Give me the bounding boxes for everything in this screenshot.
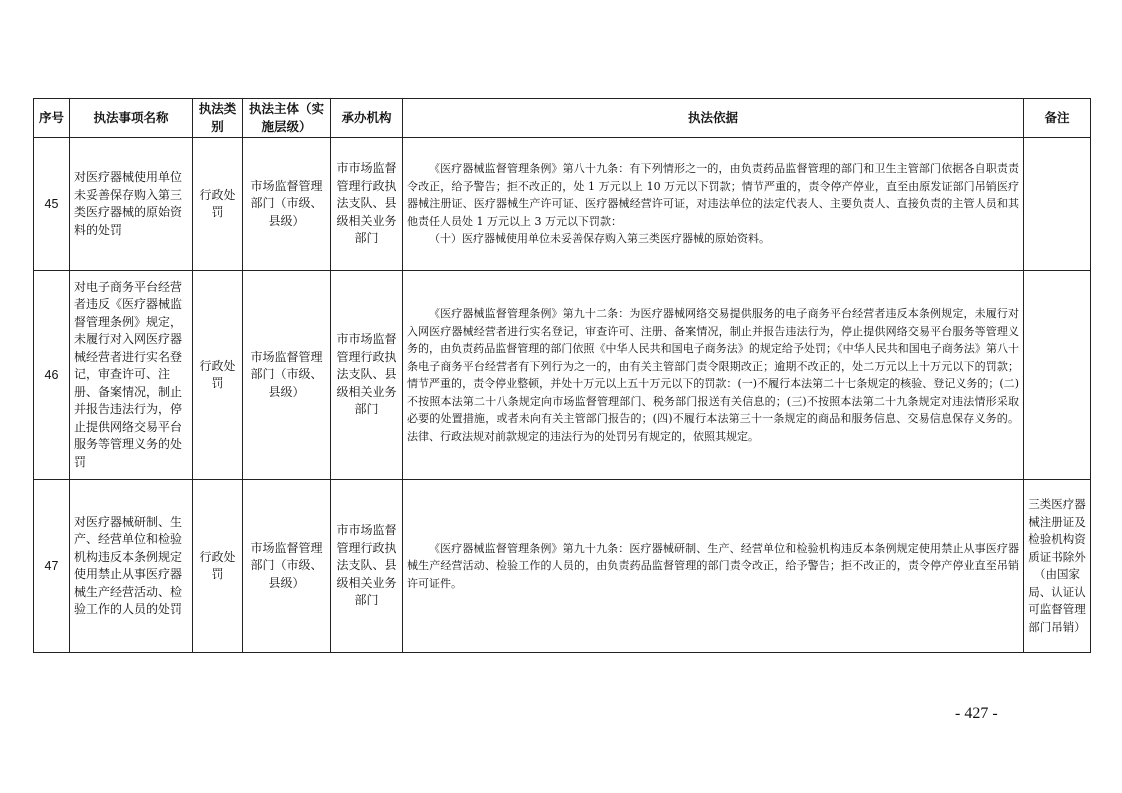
basis-paragraph: 《医疗器械监督管理条例》第八十九条：有下列情形之一的，由负责药品监督管理的部门和卫生主管部门依据各自职责责令改正，给予警告；拒不改正的，处 1 万元以上 10 万元以下罚款；情节严重的，责令停产停业，直至由原发证部门吊销医疗器械注册证、医疗器械生产许可证、医疗器械经营许可证，对违法单位的法定代表人、主要负责人、直接负责的主管人员和其他责任人员处 1 万元以上 3 万元以下罚款： — [407, 162, 1019, 228]
header-subject: 执法主体（实施层级） — [243, 99, 331, 138]
header-name: 执法事项名称 — [70, 99, 193, 138]
item-subject: 市场监督管理部门（市级、县级） — [243, 271, 331, 480]
item-org: 市市场监督管理行政执法支队、县级相关业务部门 — [331, 480, 403, 653]
header-basis: 执法依据 — [403, 99, 1024, 138]
row-number: 47 — [34, 480, 70, 653]
page-number: - 427 - — [955, 705, 998, 722]
header-note: 备注 — [1024, 99, 1091, 138]
item-name: 对电子商务平台经营者违反《医疗器械监督管理条例》规定，未履行对入网医疗器械经营者进行实名登记，审查许可、注册、备案情况，制止并报告违法行为，停止提供网络交易平台服务等管理义务的处罚 — [70, 271, 193, 480]
enforcement-table — [33, 98, 1091, 653]
item-category: 行政处罚 — [193, 271, 243, 480]
item-basis — [403, 271, 1024, 480]
header-org: 承办机构 — [331, 99, 403, 138]
item-basis — [403, 138, 1024, 271]
basis-paragraph: （十）医疗器械使用单位未妥善保存购入第三类医疗器械的原始资料。 — [429, 232, 770, 246]
table-row — [34, 271, 1091, 480]
item-note — [1024, 138, 1091, 271]
item-note — [1024, 271, 1091, 480]
item-name: 对医疗器械研制、生产、经营单位和检验机构违反本条例规定使用禁止从事医疗器械生产经营活动、检验工作的人员的处罚 — [70, 480, 193, 653]
header-no: 序号 — [34, 99, 70, 138]
basis-paragraph: 《医疗器械监督管理条例》第九十九条：医疗器械研制、生产、经营单位和检验机构违反本条例规定使用禁止从事医疗器械生产经营活动、检验工作的人员的，由负责药品监督管理的部门责令改正，给予警告；拒不改正的，责令停产停业直至吊销许可证件。 — [407, 541, 1019, 590]
item-subject: 市场监督管理部门（市级、县级） — [243, 480, 331, 653]
item-basis — [403, 480, 1024, 653]
row-number: 45 — [34, 138, 70, 271]
basis-paragraph: 《医疗器械监督管理条例》第九十二条：为医疗器械网络交易提供服务的电子商务平台经营者违反本条例规定，未履行对入网医疗器械经营者进行实名登记，审查许可、注册、备案情况，制止并报告违法行为，停止提供网络交易平台服务等管理义务的，由负责药品监督管理的部门依照《中华人民共和国电子商务法》的规定给予处罚；《中华人民共和国电子商务法》第八十条电子商务平台经营者有下列行为之一的，由有关主管部门责令限期改正；逾期不改正的，处二万元以上十万元以下的罚款；情节严重的，责令停业整顿，并处十万元以上五十万元以下的罚款：(一)不履行本法第二十七条规定的核验、登记义务的；(二)不按照本法第二十八条规定向市场监督管理部门、税务部门报送有关信息的；(三)不按照本法第二十九条规定对违法情形采取必要的处置措施，或者未向有关主管部门报告的；(四)不履行本法第三十一条规定的商品和服务信息、交易信息保存义务的。法律、行政法规对前款规定的违法行为的处罚另有规定的，依照其规定。 — [407, 307, 1019, 443]
row-number: 46 — [34, 271, 70, 480]
table-header-row — [34, 99, 1091, 138]
table-row — [34, 480, 1091, 653]
item-note: 三类医疗器械注册证及检验机构资质证书除外（由国家局、认证认可监督管理部门吊销） — [1024, 480, 1091, 653]
item-org: 市市场监督管理行政执法支队、县级相关业务部门 — [331, 138, 403, 271]
item-category: 行政处罚 — [193, 480, 243, 653]
item-category: 行政处罚 — [193, 138, 243, 271]
header-category: 执法类别 — [193, 99, 243, 138]
item-org: 市市场监督管理行政执法支队、县级相关业务部门 — [331, 271, 403, 480]
item-subject: 市场监督管理部门（市级、县级） — [243, 138, 331, 271]
table-row — [34, 138, 1091, 271]
item-name: 对医疗器械使用单位未妥善保存购入第三类医疗器械的原始资料的处罚 — [70, 138, 193, 271]
